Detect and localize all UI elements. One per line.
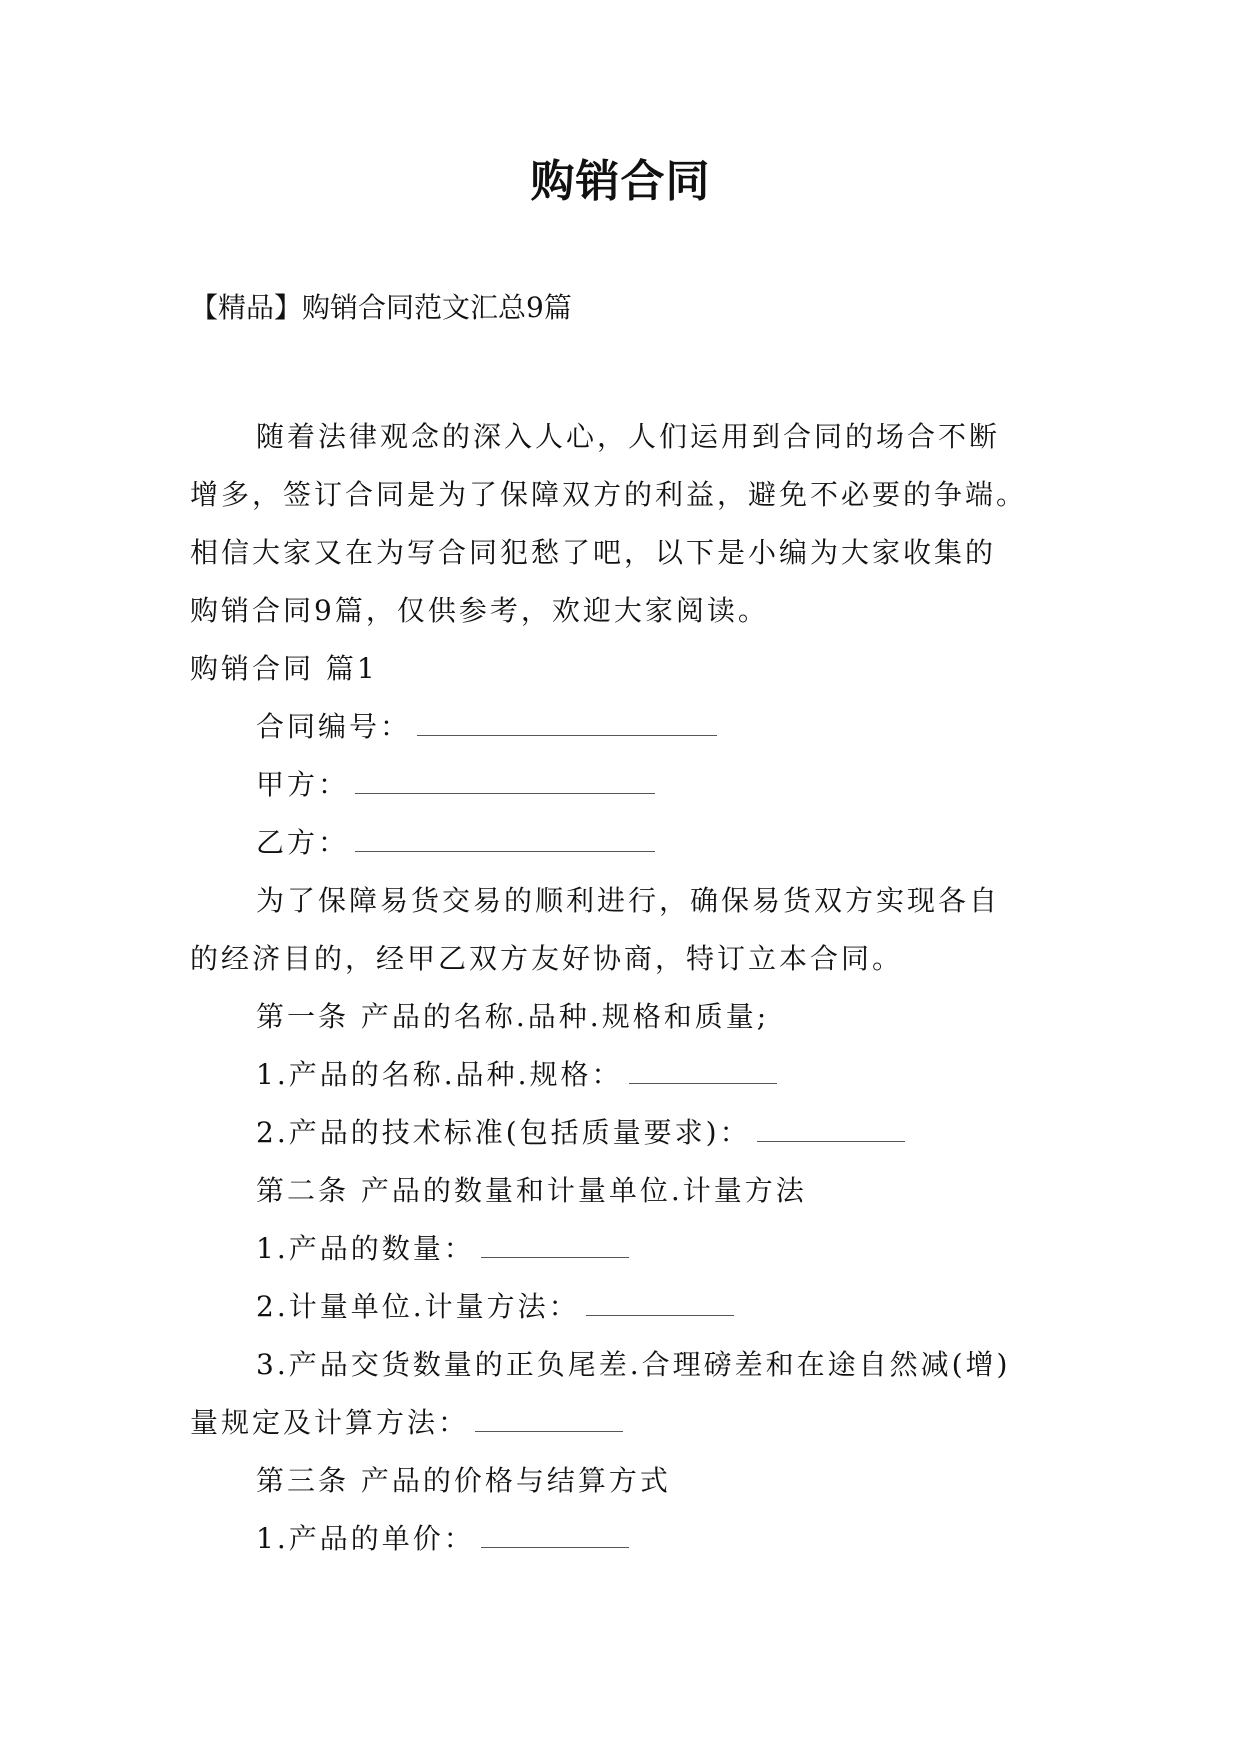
- party-a-label: 甲方：: [256, 768, 350, 801]
- article-2-item-2: [190, 1278, 1070, 1336]
- article-3-item-1-blank: [481, 1525, 629, 1548]
- party-b-blank: [355, 829, 655, 852]
- article-1-item-2-label: 2.产品的技术标准(包括质量要求)：: [256, 1116, 751, 1149]
- purpose-line: 为了保障易货交易的顺利进行，确保易货双方实现各自: [256, 884, 1001, 917]
- article-2-item-2-blank: [586, 1293, 734, 1316]
- party-b-label: 乙方：: [256, 826, 350, 859]
- party-a-line: [190, 756, 1070, 814]
- article-2-heading: 第二条 产品的数量和计量单位.计量方法: [256, 1174, 807, 1207]
- contract-number-label: 合同编号：: [256, 710, 412, 743]
- article-2-item-3: 3.产品交货数量的正负尾差.合理磅差和在途自然减(增): [256, 1348, 1011, 1381]
- article-2-item-3-cont: [190, 1394, 1070, 1452]
- article-3-item-1-label: 1.产品的单价：: [256, 1522, 475, 1555]
- section-heading: 购销合同 篇1: [190, 652, 378, 685]
- article-2-item-1-blank: [481, 1235, 629, 1258]
- article-3-item-1: [190, 1510, 1070, 1568]
- contract-number-blank: [417, 713, 717, 736]
- article-2-item-1: [190, 1220, 1070, 1278]
- article-1-item-2: [190, 1104, 1070, 1162]
- article-1-item-1: [190, 1046, 1070, 1104]
- article-2-item-1-label: 1.产品的数量：: [256, 1232, 475, 1265]
- article-1-item-1-blank: [629, 1061, 777, 1084]
- party-b-line: [190, 814, 1070, 872]
- article-1-heading: 第一条 产品的名称.品种.规格和质量;: [256, 1000, 770, 1033]
- contract-number-line: [190, 698, 1070, 756]
- article-1-item-1-label: 1.产品的名称.品种.规格：: [256, 1058, 623, 1091]
- article-1-item-2-blank: [757, 1119, 905, 1142]
- party-a-blank: [355, 771, 655, 794]
- purpose-line: 的经济目的，经甲乙双方友好协商，特订立本合同。: [190, 942, 904, 975]
- intro-line: 增多，签订合同是为了保障双方的利益，避免不必要的争端。: [190, 478, 1028, 511]
- article-3-heading: 第三条 产品的价格与结算方式: [256, 1464, 671, 1497]
- intro-line: 购销合同9篇，仅供参考，欢迎大家阅读。: [190, 594, 769, 627]
- document-subtitle: 【精品】购销合同范文汇总9篇: [190, 291, 572, 324]
- article-2-item-3-blank: [475, 1409, 623, 1432]
- article-2-item-3-label: 量规定及计算方法：: [190, 1406, 470, 1439]
- intro-line: 相信大家又在为写合同犯愁了吧，以下是小编为大家收集的: [190, 536, 997, 569]
- document-title: 购销合同: [530, 156, 711, 207]
- article-2-item-2-label: 2.计量单位.计量方法：: [256, 1290, 580, 1323]
- intro-line: 随着法律观念的深入人心，人们运用到合同的场合不断: [256, 420, 1001, 453]
- document-body: [190, 408, 1070, 1568]
